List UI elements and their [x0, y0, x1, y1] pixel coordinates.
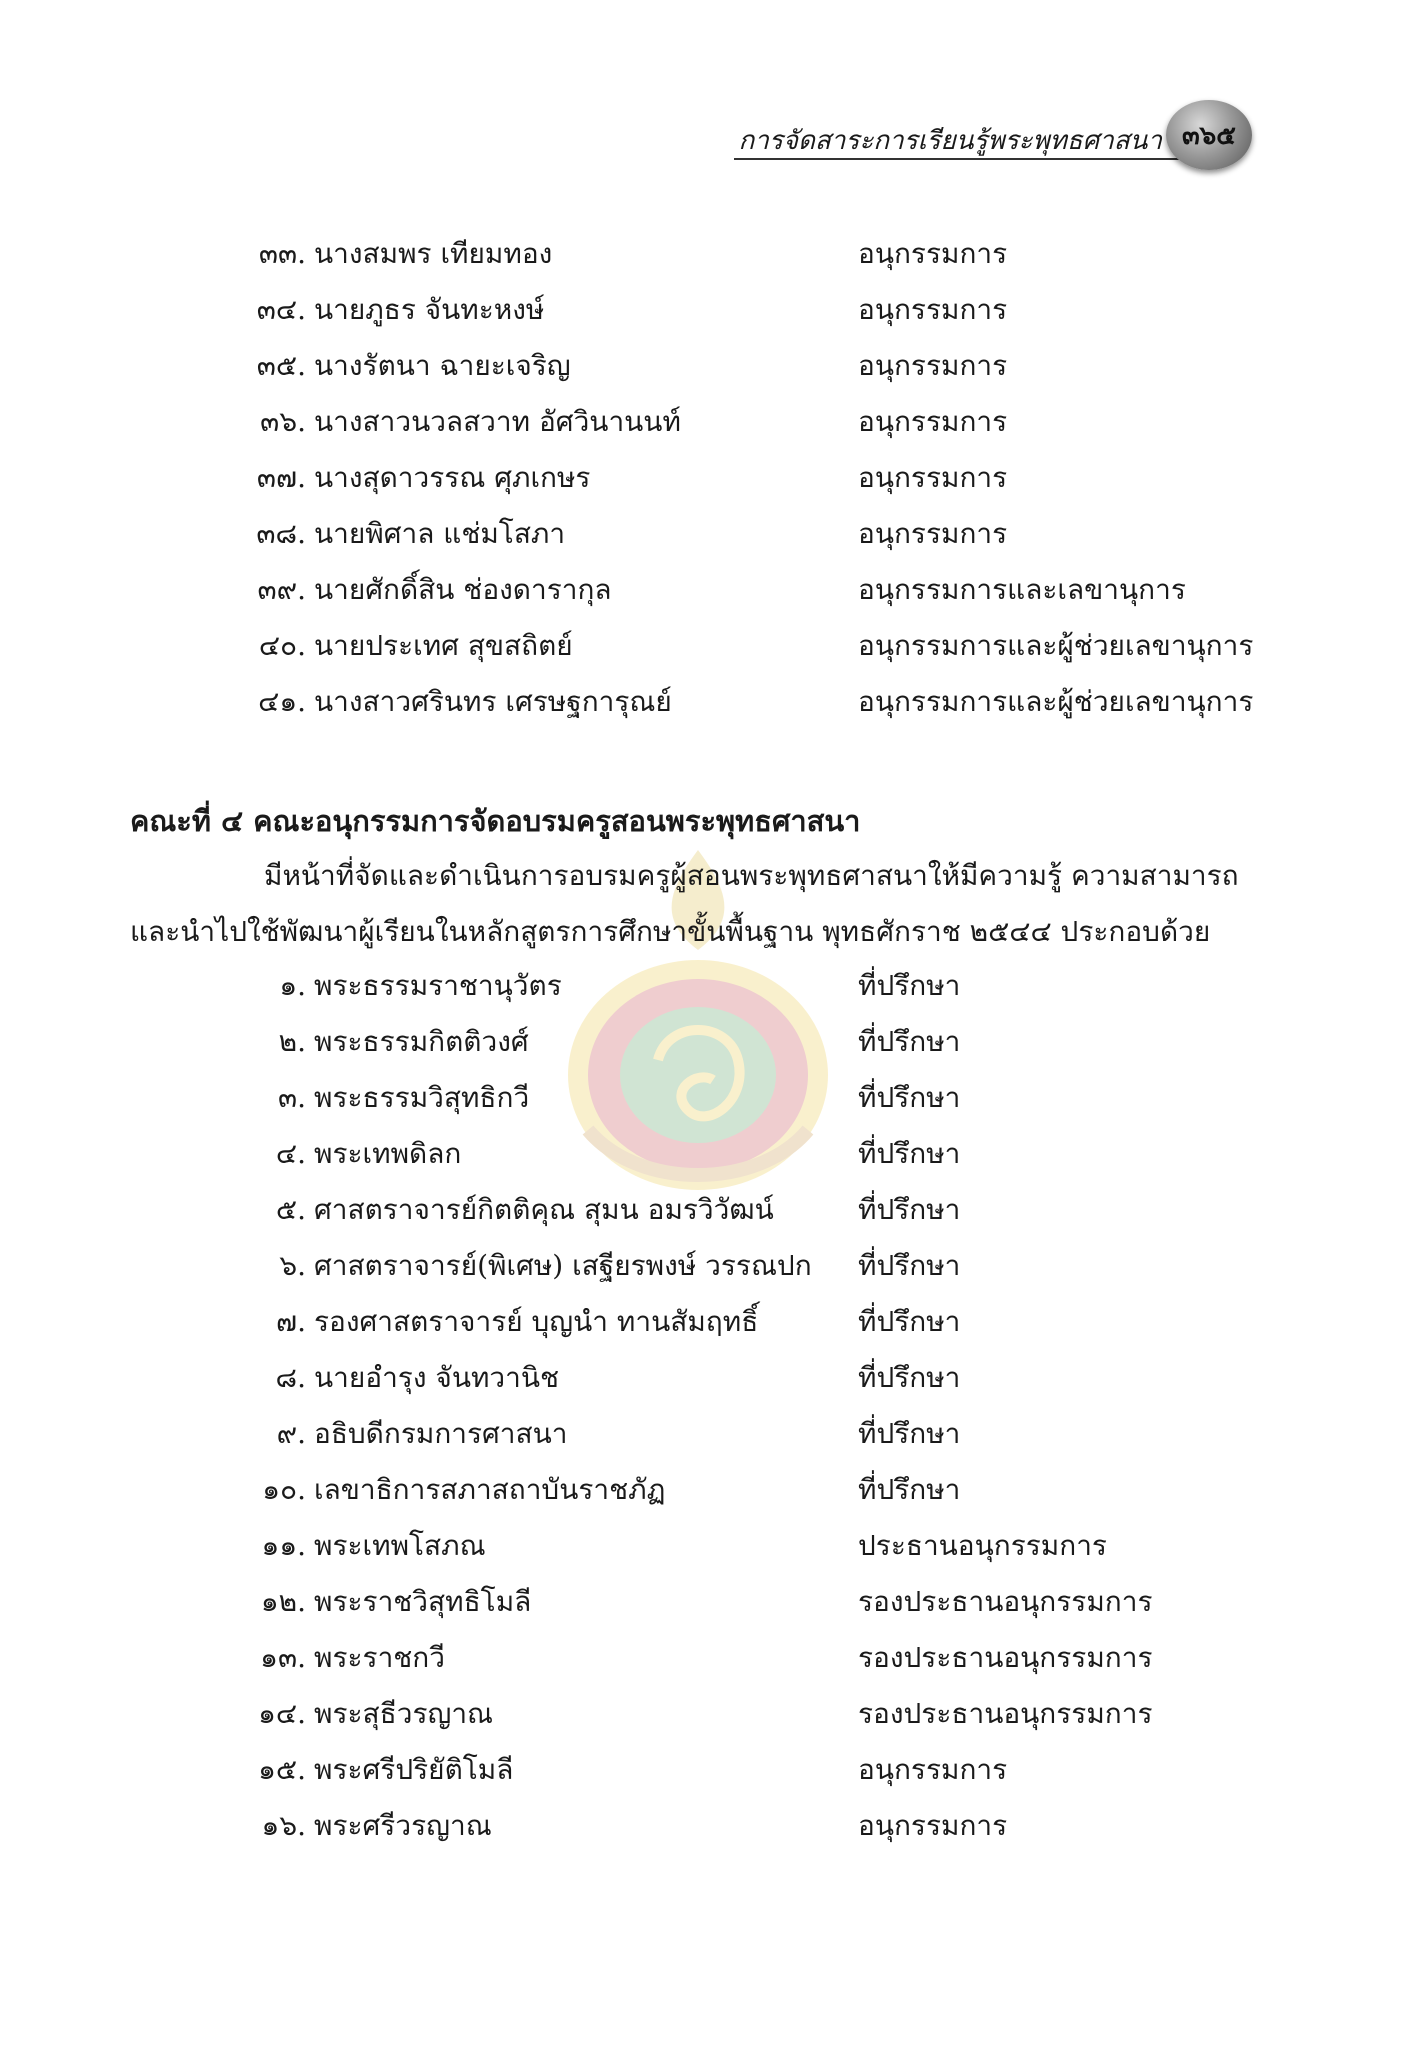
- member-name: เลขาธิการสภาสถาบันราชภัฏ: [314, 1473, 666, 1506]
- item-number: ๑.: [279, 969, 306, 1002]
- member-name: พระศรีวรญาณ: [314, 1809, 492, 1842]
- member-name: นายประเทศ สุขสถิตย์: [314, 629, 573, 662]
- section-heading: คณะที่ ๔ คณะอนุกรรมการจัดอบรมครูสอนพระพุทธศาสนา: [130, 804, 861, 838]
- member-role: อนุกรรมการ: [858, 349, 1008, 382]
- member-role: รองประธานอนุกรรมการ: [858, 1585, 1153, 1618]
- item-number: ๔๐.: [258, 629, 306, 662]
- member-role: อนุกรรมการ: [858, 1753, 1008, 1786]
- item-number: ๑๖.: [261, 1809, 306, 1842]
- member-role: ที่ปรึกษา: [858, 1081, 961, 1114]
- description-line: และนำไปใช้พัฒนาผู้เรียนในหลักสูตรการศึกษาขั้นพื้นฐาน พุทธศักราช ๒๕๔๔ ประกอบด้วย: [130, 915, 1211, 948]
- item-number: ๓๔.: [256, 293, 306, 326]
- member-role: ที่ปรึกษา: [858, 1137, 961, 1170]
- member-role: อนุกรรมการและเลขานุการ: [858, 573, 1186, 606]
- running-title: การจัดสาระการเรียนรู้พระพุทธศาสนา: [738, 126, 1162, 156]
- member-role: ประธานอนุกรรมการ: [858, 1529, 1107, 1562]
- member-name: พระธรรมราชานุวัตร: [314, 969, 562, 1002]
- member-name: นางสาวศรินทร เศรษฐการุณย์: [314, 685, 672, 718]
- member-name: ศาสตราจารย์(พิเศษ) เสฐียรพงษ์ วรรณปก: [314, 1249, 812, 1282]
- member-role: อนุกรรมการและผู้ช่วยเลขานุการ: [858, 685, 1254, 718]
- item-number: ๓๕.: [256, 349, 306, 382]
- item-number: ๓.: [277, 1081, 306, 1114]
- item-number: ๖.: [279, 1249, 306, 1282]
- member-role: อนุกรรมการ: [858, 237, 1008, 270]
- item-number: ๘.: [275, 1361, 306, 1394]
- page-number-badge: ๓๖๕: [1166, 100, 1252, 170]
- member-name: พระราชวิสุทธิโมลี: [314, 1585, 532, 1618]
- member-name: นางสุดาวรรณ ศุภเกษร: [314, 461, 591, 494]
- item-number: ๓๗.: [256, 461, 306, 494]
- member-name: พระธรรมกิตติวงศ์: [314, 1025, 529, 1058]
- member-role: ที่ปรึกษา: [858, 1361, 961, 1394]
- member-role: อนุกรรมการ: [858, 461, 1008, 494]
- item-number: ๔.: [275, 1137, 306, 1170]
- member-role: ที่ปรึกษา: [858, 1473, 961, 1506]
- member-name: นายศักดิ์สิน ช่องดารากุล: [314, 573, 612, 606]
- member-role: อนุกรรมการ: [858, 517, 1008, 550]
- item-number: ๙.: [276, 1417, 306, 1450]
- member-name: พระธรรมวิสุทธิกวี: [314, 1081, 530, 1114]
- description-line: มีหน้าที่จัดและดำเนินการอบรมครูผู้สอนพระพุทธศาสนาให้มีความรู้ ความสามารถ: [264, 859, 1239, 892]
- member-name: นางรัตนา ฉายะเจริญ: [314, 349, 571, 382]
- member-role: รองประธานอนุกรรมการ: [858, 1641, 1153, 1674]
- header-rule: [734, 158, 1180, 160]
- member-name: พระราชกวี: [314, 1641, 445, 1674]
- member-role: ที่ปรึกษา: [858, 1193, 961, 1226]
- section-description: [130, 848, 1280, 960]
- running-header: [700, 108, 1180, 168]
- item-number: ๓๘.: [256, 517, 306, 550]
- member-role: อนุกรรมการ: [858, 293, 1008, 326]
- member-name: พระเทพโสภณ: [314, 1529, 486, 1562]
- member-role: ที่ปรึกษา: [858, 969, 961, 1002]
- member-role: อนุกรรมการ: [858, 1809, 1008, 1842]
- item-number: ๑๒.: [260, 1585, 306, 1618]
- member-role: ที่ปรึกษา: [858, 1417, 961, 1450]
- item-number: ๑๑.: [261, 1529, 306, 1562]
- member-name: ศาสตราจารย์กิตติคุณ สุมน อมรวิวัฒน์: [314, 1193, 774, 1226]
- member-role: อนุกรรมการและผู้ช่วยเลขานุการ: [858, 629, 1254, 662]
- member-name: นายอำรุง จันทวานิช: [314, 1361, 560, 1394]
- member-name: พระเทพดิลก: [314, 1137, 462, 1170]
- item-number: ๓๙.: [257, 573, 306, 606]
- member-name: อธิบดีกรมการศาสนา: [314, 1417, 568, 1450]
- member-role: รองประธานอนุกรรมการ: [858, 1697, 1153, 1730]
- member-role: ที่ปรึกษา: [858, 1025, 961, 1058]
- member-role: ที่ปรึกษา: [858, 1305, 961, 1338]
- item-number: ๒.: [278, 1025, 306, 1058]
- member-name: พระศรีปริยัติโมลี: [314, 1753, 514, 1786]
- item-number: ๑๐.: [262, 1473, 306, 1506]
- member-name: นางสาวนวลสวาท อัศวินานนท์: [314, 405, 681, 438]
- item-number: ๕.: [275, 1193, 306, 1226]
- item-number: ๗.: [276, 1305, 306, 1338]
- member-name: นางสมพร เทียมทอง: [314, 237, 553, 270]
- member-name: นายพิศาล แช่มโสภา: [314, 517, 566, 550]
- member-role: ที่ปรึกษา: [858, 1249, 961, 1282]
- member-role: อนุกรรมการ: [858, 405, 1008, 438]
- item-number: ๔๑.: [258, 685, 306, 718]
- member-name: พระสุธีวรญาณ: [314, 1697, 494, 1730]
- item-number: ๓๓.: [258, 237, 306, 270]
- item-number: ๑๓.: [260, 1641, 306, 1674]
- item-number: ๓๖.: [260, 405, 306, 438]
- item-number: ๑๔.: [258, 1697, 306, 1730]
- member-name: นายภูธร จันทะหงษ์: [314, 293, 545, 326]
- item-number: ๑๕.: [258, 1753, 306, 1786]
- member-name: รองศาสตราจารย์ บุญนำ ทานสัมฤทธิ์: [314, 1305, 759, 1338]
